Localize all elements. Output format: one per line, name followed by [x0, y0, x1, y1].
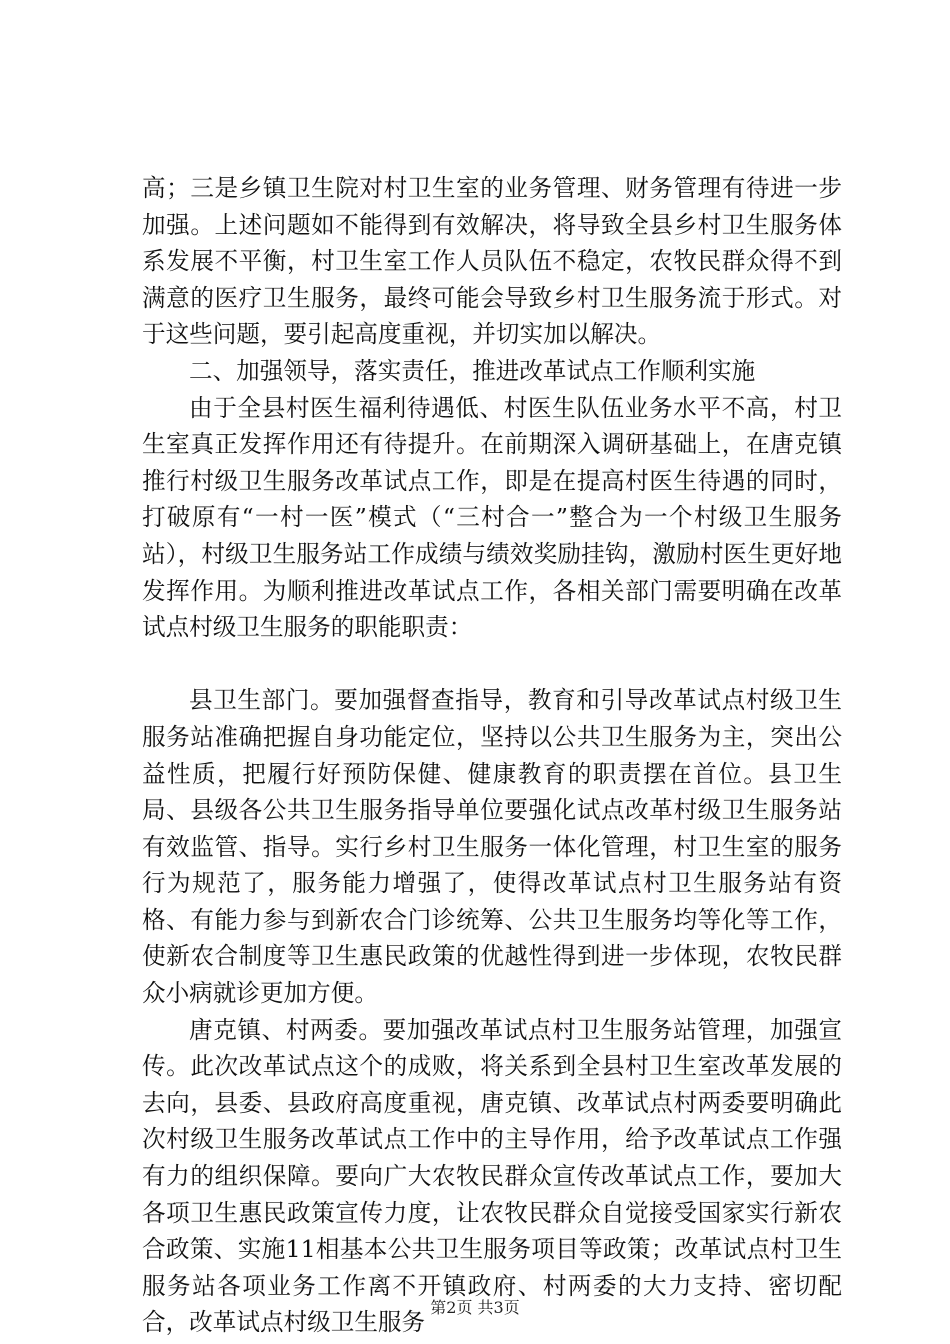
paragraph-spacer	[142, 646, 842, 683]
paragraph-problems-summary: 高；三是乡镇卫生院对村卫生室的业务管理、财务管理有待进一步加强。上述问题如不能得到有效解决，将导致全县乡村卫生服务体系发展不平衡，村卫生室工作人员队伍不稳定，农牧民群众得不到满意的医疗卫生服务，最终可能会导致乡村卫生服务流于形式。对于这些问题，要引起高度重视，并切实加以解决。	[142, 174, 842, 349]
document-body	[142, 170, 842, 1341]
paragraph-reform-pilot: 由于全县村医生福利待遇低、村医生队伍业务水平不高，村卫生室真正发挥作用还有待提升。在前期深入调研基础上，在唐克镇推行村级卫生服务改革试点工作，即是在提高村医生待遇的同时，打破原有“一村一医”模式（“三村合一”整合为一个村级卫生服务站），村级卫生服务站工作成绩与绩效奖励挂钩，激励村医生更好地发挥作用。为顺利推进改革试点工作，各相关部门需要明确在改革试点村级卫生服务的职能职责：	[142, 393, 842, 642]
paragraph-tangke-town: 唐克镇、村两委。要加强改革试点村卫生服务站管理，加强宣传。此次改革试点这个的成败，将关系到全县村卫生室改革发展的去向，县委、县政府高度重视，唐克镇、改革试点村两委要明确此次村级卫生服务改革试点工作中的主导作用，给予改革试点工作强有力的组织保障。要向广大农牧民群众宣传改革试点工作，要加大各项卫生惠民政策宣传力度，让农牧民群众自觉接受国家实行新农合政策、实施11相基本公共卫生服务项目等政策；改革试点村卫生服务站各项业务工作离不开镇政府、村两委的大力支持、密切配合，改革试点村级卫生服务	[142, 1015, 842, 1337]
paragraph-county-health-dept: 县卫生部门。要加强督查指导，教育和引导改革试点村级卫生服务站准确把握自身功能定位，坚持以公共卫生服务为主，突出公益性质，把履行好预防保健、健康教育的职责摆在首位。县卫生局、县级各公共卫生服务指导单位要强化试点改革村级卫生服务站有效监管、指导。实行乡村卫生服务一体化管理，村卫生室的服务行为规范了，服务能力增强了，使得改革试点村卫生服务站有资格、有能力参与到新农合门诊统筹、公共卫生服务均等化等工作，使新农合制度等卫生惠民政策的优越性得到进一步体现，农牧民群众小病就诊更加方便。	[142, 686, 842, 1008]
page-footer: 第2页 共3页	[430, 1298, 520, 1317]
section-heading-two: 二、加强领导，落实责任，推进改革试点工作顺利实施	[189, 356, 756, 385]
